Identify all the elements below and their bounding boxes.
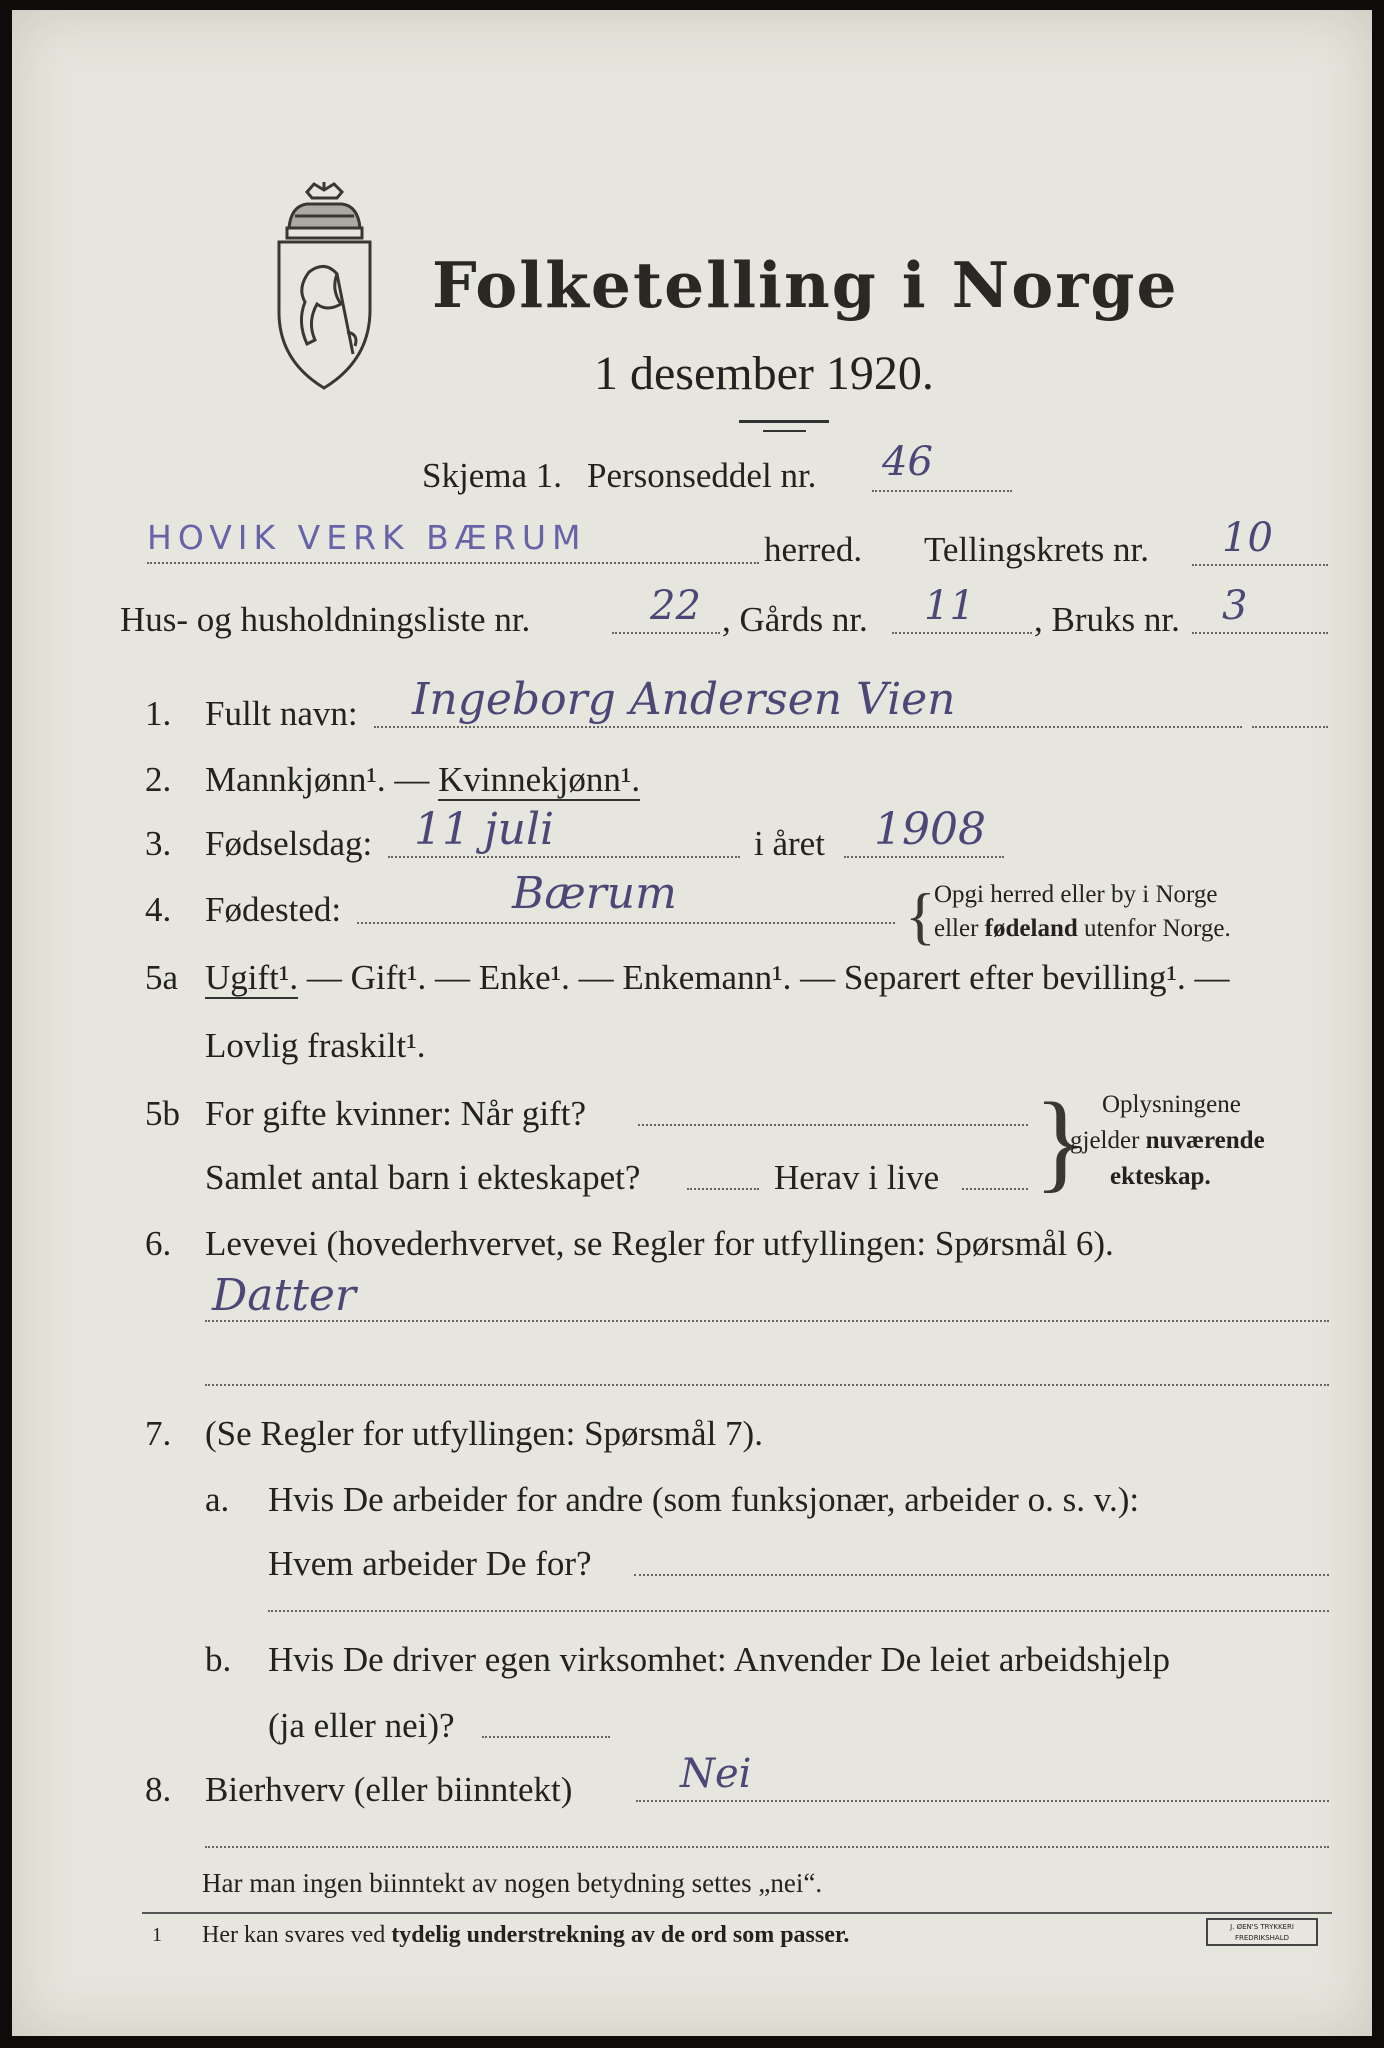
q8-number: 8. [145, 1770, 172, 1809]
q2-options [205, 760, 640, 800]
q5b-note-bold: nuværende [1145, 1127, 1265, 1154]
printer-line2: FREDRIKSHALD [1234, 1934, 1289, 1942]
form-title: Folketelling i Norge [432, 248, 1179, 322]
q5a-ugift-underlined: Ugift¹. [205, 958, 299, 997]
tellingskrets-label: Tellingskrets nr. [924, 530, 1150, 569]
tellingskrets-dots [1192, 564, 1328, 566]
gards-value: 11 [924, 583, 975, 629]
q1-dots [374, 726, 1242, 728]
q5b-number: 5b [145, 1094, 180, 1133]
q5b-dots1 [638, 1124, 1028, 1126]
q3-year-label: i året [754, 824, 825, 863]
herred-label: herred. [764, 530, 863, 569]
q4-note-line2: eller fødeland utenfor Norge. [934, 915, 1231, 942]
q2-male: Mannkjønn¹. [205, 760, 386, 799]
q3-value: 11 juli [414, 804, 555, 855]
q5b-note3: ekteskap. [1110, 1163, 1211, 1190]
q5a-number: 5a [145, 958, 179, 997]
q6-dots2 [205, 1384, 1329, 1386]
q6-dots1 [205, 1320, 1329, 1322]
q3-number: 3. [145, 824, 172, 863]
footer-rule [142, 1912, 1332, 1914]
census-form [12, 10, 1372, 2036]
q7b-dots [482, 1736, 610, 1738]
q7b-label2: (ja eller nei)? [268, 1706, 455, 1745]
skjema-label: Skjema 1. [422, 456, 562, 495]
q5b-note-brace: } [1034, 1080, 1087, 1202]
bruks-dots [1192, 632, 1328, 634]
q5a-rest: — Gift¹. — Enke¹. — Enkemann¹. — Separert efter bevilling¹. — [298, 958, 1230, 997]
q7-label: (Se Regler for utfyllingen: Spørsmål 7). [205, 1414, 763, 1453]
printer-mark [1206, 1918, 1318, 1946]
husliste-label: Hus- og husholdningsliste nr. [120, 600, 531, 639]
herred-dots [147, 562, 759, 564]
q4-dots [357, 922, 895, 924]
q5b-label1: For gifte kvinner: Når gift? [205, 1094, 587, 1133]
census-date: 1 desember 1920. [594, 347, 934, 400]
footnote-number: 1 [152, 1924, 162, 1946]
title-rule [739, 420, 829, 423]
q5a-line2: Lovlig fraskilt¹. [205, 1026, 426, 1065]
title-rule-2 [763, 430, 806, 432]
q7a-label: Hvis De arbeider for andre (som funksjonær, arbeider o. s. v.): [268, 1480, 1140, 1519]
q5b-label2: Samlet antal barn i ekteskapet? [205, 1158, 641, 1197]
herred-stamp-value: HOVIK VERK BÆRUM [147, 518, 587, 557]
q1-label: Fullt navn: [205, 694, 358, 733]
q5b-dots3 [962, 1188, 1028, 1190]
bruks-label: , Bruks nr. [1034, 600, 1180, 639]
q8-label: Bierhverv (eller biinntekt) [205, 1770, 573, 1809]
personseddel-value: 46 [882, 439, 933, 485]
footnote-bold: tydelig understrekning av de ord som passer. [391, 1922, 850, 1948]
printer-line1: J. ØEN'S TRYKKERI [1230, 1923, 1294, 1931]
q7a-dots2 [268, 1610, 1329, 1612]
q5a-options [205, 958, 1229, 998]
q7-number: 7. [145, 1414, 172, 1453]
q5b-note2: gjelder nuværende [1070, 1127, 1265, 1154]
q3-dots [388, 856, 740, 858]
q3-year-dots [844, 856, 1004, 858]
footnote-text: Her kan svares ved tydelig understrekning av de ord som passer. [202, 1922, 850, 1948]
q4-number: 4. [145, 890, 172, 929]
q7a-label2: Hvem arbeider De for? [268, 1544, 592, 1583]
q7a-letter: a. [205, 1480, 230, 1519]
q5b-label3: Herav i live [774, 1158, 940, 1197]
personseddel-label: Personseddel nr. [587, 456, 817, 495]
q7b-letter: b. [205, 1640, 232, 1679]
q5b-dots2 [687, 1188, 759, 1190]
personseddel-dots [872, 490, 1012, 492]
q1-number: 1. [145, 694, 172, 733]
husliste-dots [612, 632, 720, 634]
q7b-label: Hvis De driver egen virksomhet: Anvender De leiet arbeidshjelp [268, 1640, 1170, 1679]
q4-note-brace: { [905, 880, 936, 951]
footer-note: Har man ingen biinntekt av nogen betydning settes „nei“. [202, 1868, 823, 1898]
q8-dots2 [205, 1846, 1329, 1848]
q2-dash: — [385, 760, 439, 799]
norwegian-coat-of-arms-icon [267, 182, 382, 394]
q4-note-line1: Opgi herred eller by i Norge [934, 881, 1218, 908]
q8-dots1 [636, 1800, 1329, 1802]
q1-value: Ingeborg Andersen Vien [412, 674, 956, 725]
q6-value: Datter [212, 1270, 356, 1321]
q6-number: 6. [145, 1224, 172, 1263]
q8-value: Nei [680, 1751, 752, 1797]
gards-label: , Gårds nr. [722, 600, 868, 639]
husliste-value: 22 [650, 583, 701, 629]
q2-female-underlined: Kvinnekjønn¹. [438, 760, 641, 799]
q3-year-value: 1908 [874, 804, 986, 855]
tellingskrets-value: 10 [1222, 515, 1273, 561]
q5b-note1: Oplysningene [1102, 1091, 1241, 1118]
q2-number: 2. [145, 760, 172, 799]
q4-value: Bærum [512, 868, 677, 919]
q6-label: Levevei (hovederhvervet, se Regler for utfyllingen: Spørsmål 6). [205, 1224, 1114, 1263]
q4-note-bold: fødeland [984, 915, 1078, 942]
q1-dots-2 [1252, 726, 1328, 728]
q3-label: Fødselsdag: [205, 824, 373, 863]
q7a-dots1 [634, 1574, 1329, 1576]
gards-dots [892, 632, 1032, 634]
q4-label: Fødested: [205, 890, 342, 929]
bruks-value: 3 [1222, 583, 1248, 629]
